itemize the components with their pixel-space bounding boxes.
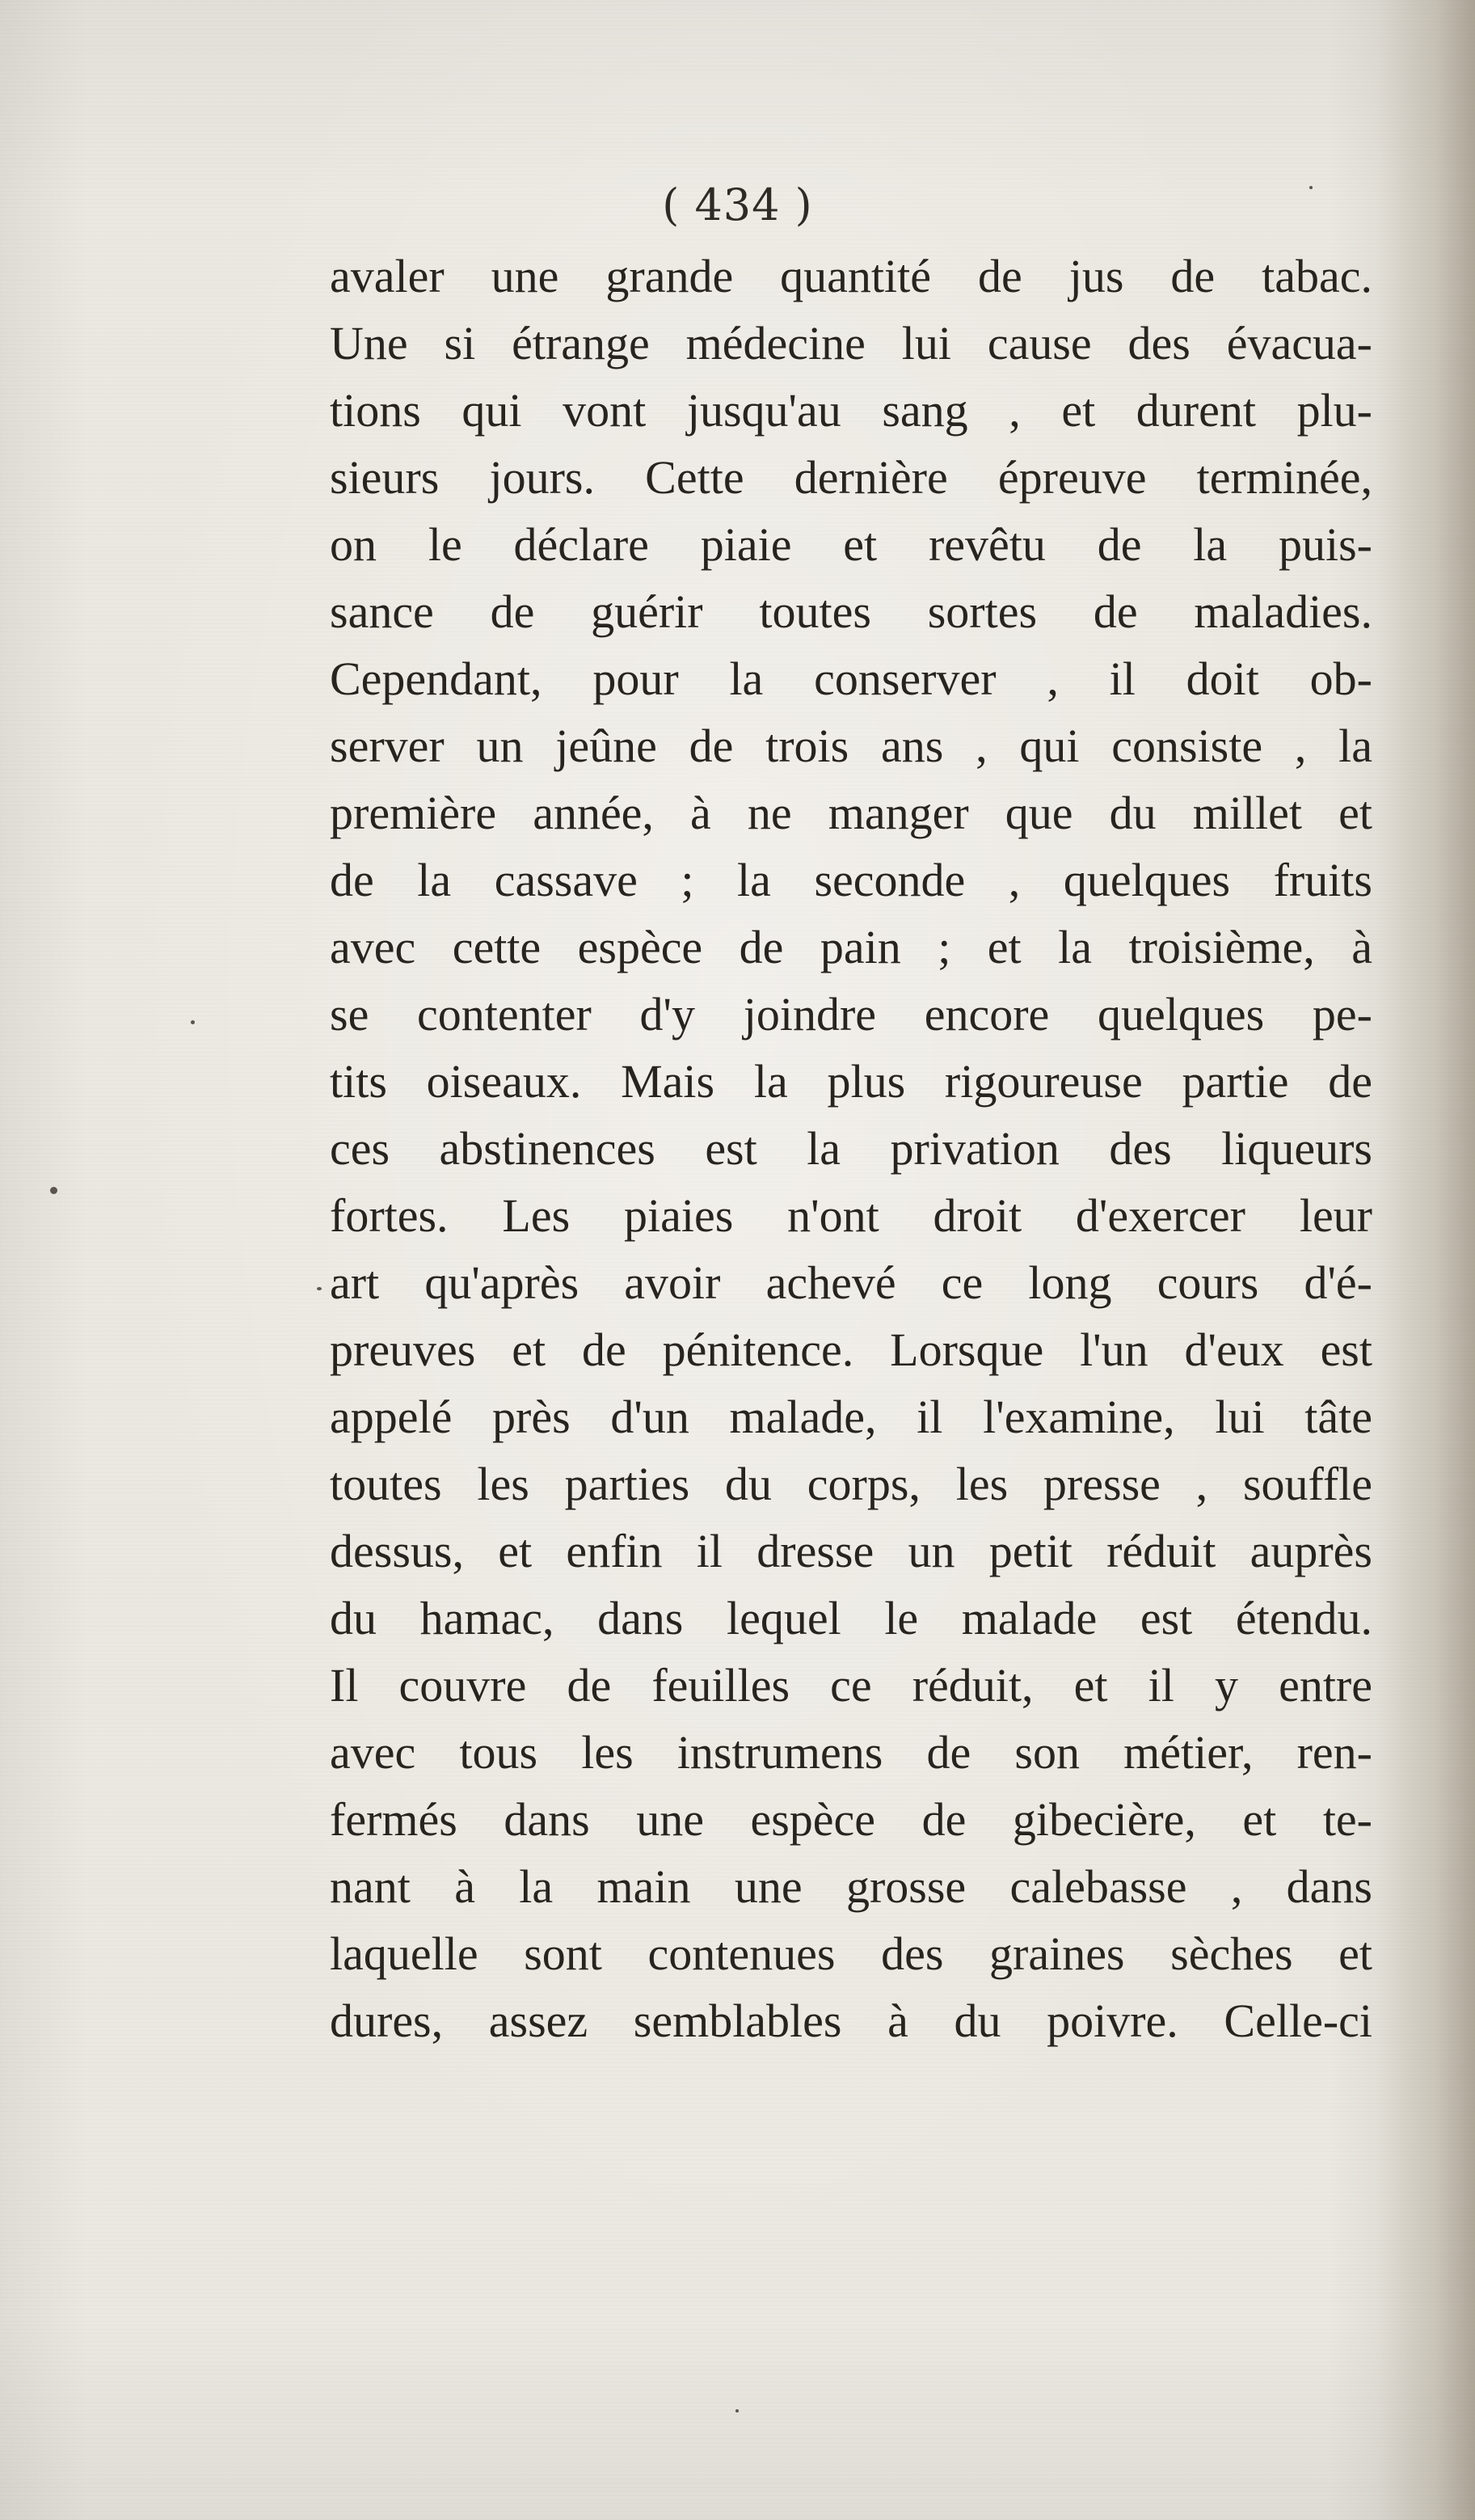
text-line: Il couvre de feuilles ce réduit, et il y entre — [330, 1659, 1372, 1712]
text-line: avec tous les instrumens de son métier, ren- — [330, 1726, 1372, 1779]
text-line: dessus, et enfin il dresse un petit réduit auprès — [330, 1525, 1372, 1577]
page-gutter-shadow — [1378, 0, 1475, 2520]
text-line: toutes les parties du corps, les presse , souffle — [330, 1458, 1372, 1510]
page-number: ( 434 ) — [662, 179, 813, 230]
paper-speck — [1309, 186, 1313, 189]
text-line: avec cette espèce de pain ; et la troisième, à — [330, 921, 1372, 973]
text-line: tits oiseaux. Mais la plus rigoureuse partie de — [330, 1055, 1372, 1108]
text-line: appelé près d'un malade, il l'examine, lui tâte — [330, 1391, 1372, 1443]
text-line: première année, à ne manger que du millet et — [330, 787, 1372, 839]
text-line: sance de guérir toutes sortes de maladies. — [330, 585, 1372, 638]
text-line: on le déclare piaie et revêtu de la puis- — [330, 518, 1372, 571]
paper-speck — [50, 1187, 57, 1194]
text-line: dures, assez semblables à du poivre. Celle-ci — [330, 1994, 1372, 2047]
paper-speck — [735, 2409, 739, 2412]
paper-speck — [317, 1287, 322, 1290]
text-line: sieurs jours. Cette dernière épreuve terminée, — [330, 451, 1372, 504]
text-line: server un jeûne de trois ans , qui consiste , la — [330, 720, 1372, 772]
text-line: fermés dans une espèce de gibecière, et te- — [330, 1793, 1372, 1846]
text-line: se contenter d'y joindre encore quelques pe- — [330, 988, 1372, 1041]
text-line: du hamac, dans lequel le malade est étendu. — [330, 1592, 1372, 1644]
text-line: nant à la main une grosse calebasse , dans — [330, 1860, 1372, 1913]
text-line: art qu'après avoir achevé ce long cours d'é- — [330, 1256, 1372, 1309]
body-text — [330, 243, 1372, 2054]
text-line: avaler une grande quantité de jus de tabac. — [330, 250, 1372, 302]
text-line: preuves et de pénitence. Lorsque l'un d'eux est — [330, 1323, 1372, 1376]
text-line: fortes. Les piaies n'ont droit d'exercer leur — [330, 1189, 1372, 1242]
text-line: tions qui vont jusqu'au sang , et durent plu- — [330, 384, 1372, 437]
text-line: ces abstinences est la privation des liqueurs — [330, 1122, 1372, 1175]
text-line: Une si étrange médecine lui cause des évacua- — [330, 317, 1372, 369]
text-line: Cependant, pour la conserver , il doit ob- — [330, 652, 1372, 705]
text-line: de la cassave ; la seconde , quelques fruits — [330, 854, 1372, 906]
paper-speck — [191, 1020, 195, 1024]
text-line: laquelle sont contenues des graines sèches et — [330, 1927, 1372, 1980]
